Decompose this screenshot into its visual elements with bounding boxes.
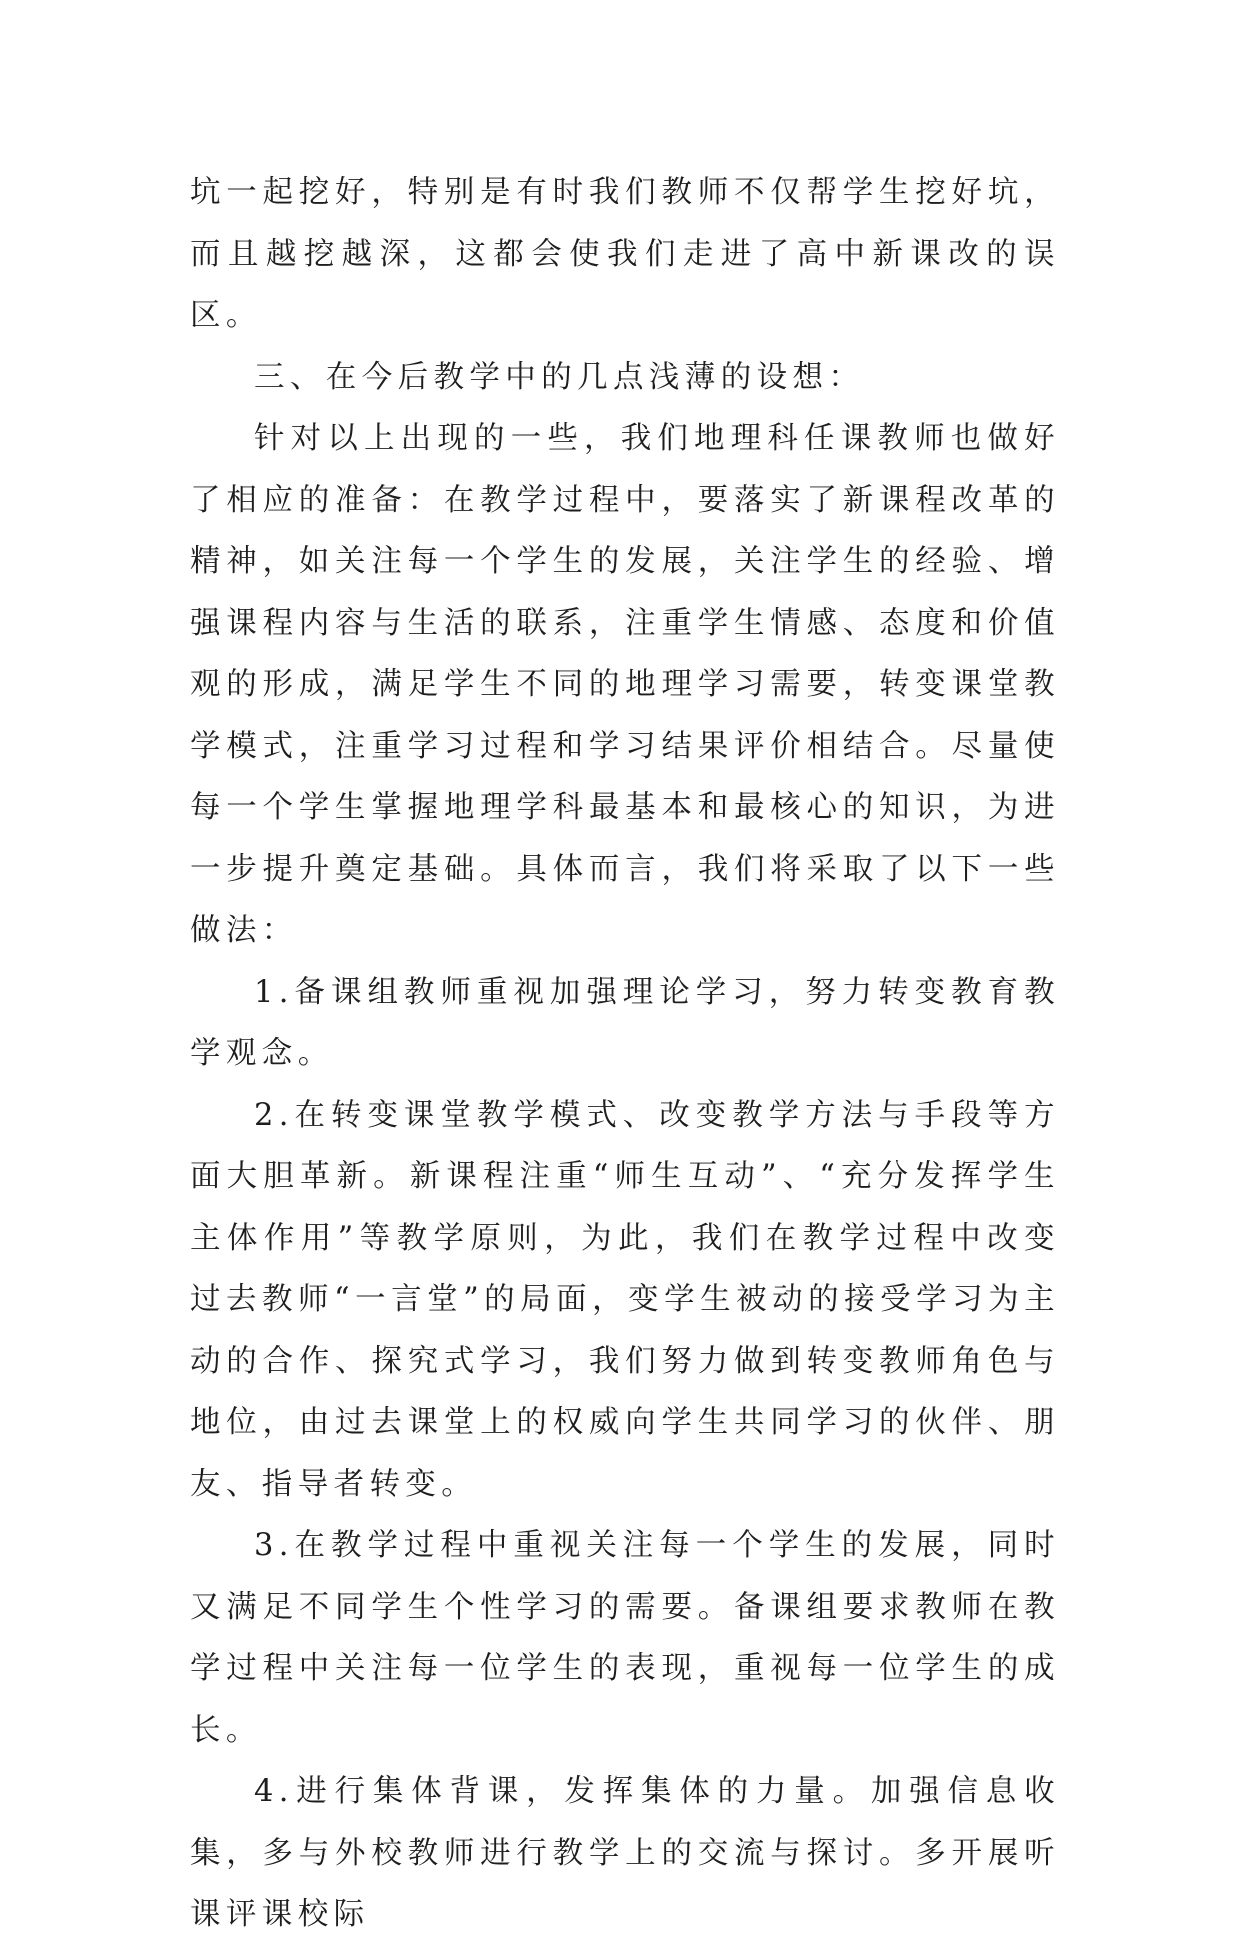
- paragraph-continuation: 坑一起挖好，特别是有时我们教师不仅帮学生挖好坑，而且越挖越深，这都会使我们走进了高中新课改的误区。: [190, 175, 1060, 333]
- list-item-4: 4.进行集体背课，发挥集体的力量。加强信息收集，多与外校教师进行教学上的交流与探讨。多开展听课评课校际: [190, 1774, 1060, 1932]
- paragraph-intro: 针对以上出现的一些，我们地理科任课教师也做好了相应的准备：在教学过程中，要落实了新课程改革的精神，如关注每一个学生的发展，关注学生的经验、增强课程内容与生活的联系，注重学生情感、态度和价值观的形成，满足学生不同的地理学习需要，转变课堂教学模式，注重学习过程和学习结果评价相结合。尽量使每一个学生掌握地理学科最基本和最核心的知识，为进一步提升奠定基础。具体而言，我们将采取了以下一些做法：: [190, 421, 1060, 948]
- document-body: [190, 162, 1060, 1946]
- list-item-1: 1.备课组教师重视加强理论学习，努力转变教育教学观念。: [190, 974, 1060, 1071]
- section-heading: 三、在今后教学中的几点浅薄的设想：: [254, 359, 865, 395]
- list-item-3: 3.在教学过程中重视关注每一个学生的发展，同时又满足不同学生个性学习的需要。备课组要求教师在教学过程中关注每一位学生的表现，重视每一位学生的成长。: [190, 1528, 1060, 1748]
- list-item-2: 2.在转变课堂教学模式、改变教学方法与手段等方面大胆革新。新课程注重“师生互动”、“充分发挥学生主体作用”等教学原则，为此，我们在教学过程中改变过去教师“一言堂”的局面，变学生被动的接受学习为主动的合作、探究式学习，我们努力做到转变教师角色与地位，由过去课堂上的权威向学生共同学习的伙伴、朋友、指导者转变。: [190, 1097, 1060, 1502]
